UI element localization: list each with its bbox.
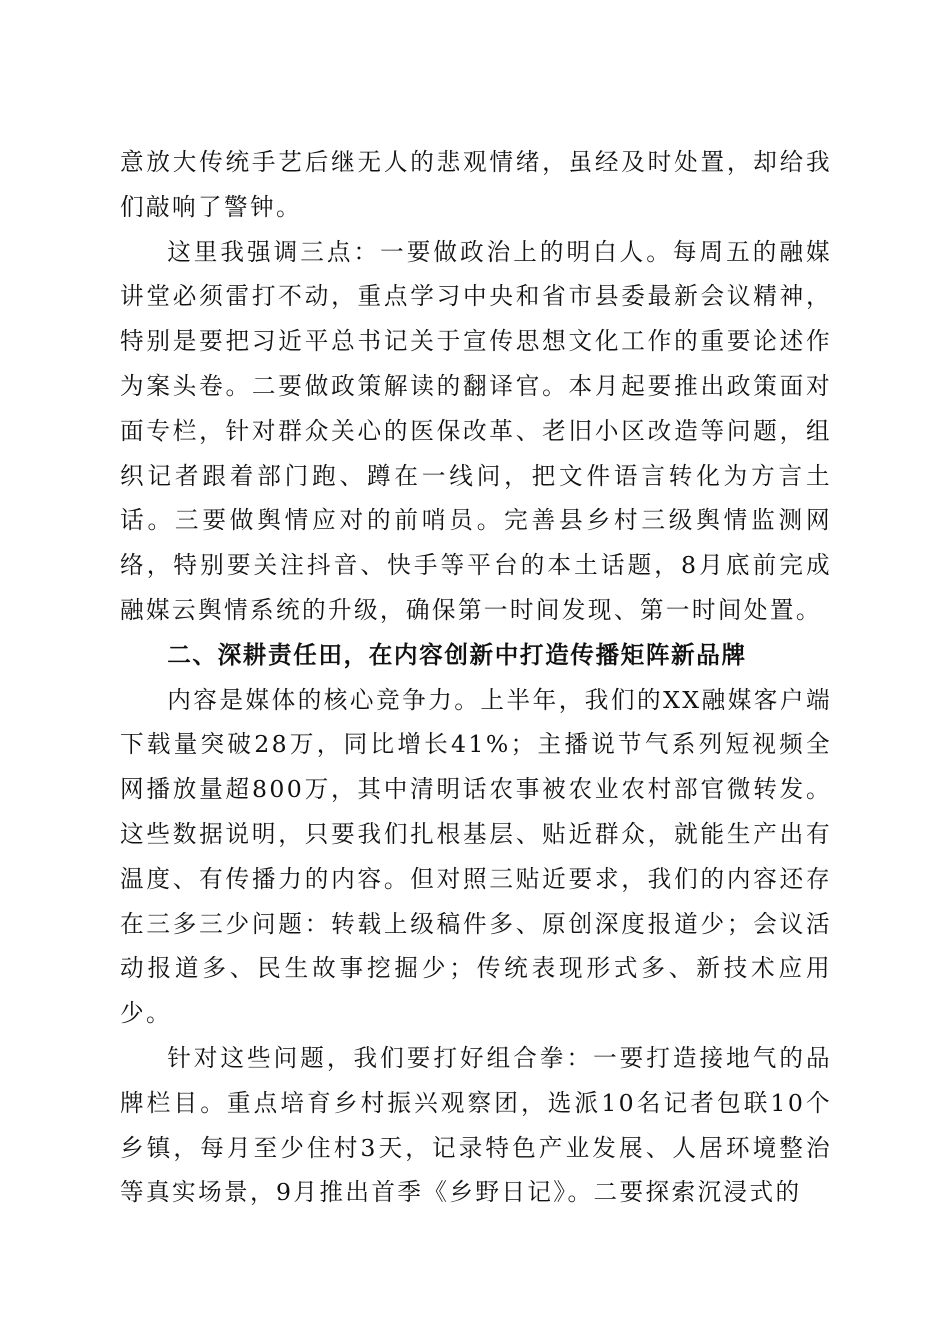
section-heading: 二、深耕责任田，在内容创新中打造传播矩阵新品牌 — [167, 640, 747, 669]
paragraph-continuation: 意放大传统手艺后继无人的悲观情绪，虽经及时处置，却给我们敲响了警钟。 — [120, 148, 832, 221]
document-body — [120, 140, 832, 1215]
paragraph-combination-measures: 针对这些问题，我们要打好组合拳：一要打造接地气的品牌栏目。重点培育乡村振兴观察团，选派10名记者包联10个乡镇，每月至少住村3天，记录特色产业发展、人居环境整治等真实场景，9月推出首季《乡野日记》。二要探索沉浸式的 — [120, 1043, 832, 1207]
paragraph-content-competitiveness: 内容是媒体的核心竞争力。上半年，我们的XX融媒客户端下载量突破28万，同比增长41%；主播说节气系列短视频全网播放量超800万，其中清明话农事被农业农村部官微转发。这些数据说明，只要我们扎根基层、贴近群众，就能生产出有温度、有传播力的内容。但对照三贴近要求，我们的内容还存在三多三少问题：转载上级稿件多、原创深度报道少；会议活动报道多、民生故事挖掘少；传统表现形式多、新技术应用少。 — [120, 685, 832, 1028]
paragraph-three-points: 这里我强调三点：一要做政治上的明白人。每周五的融媒讲堂必须雷打不动，重点学习中央和省市县委最新会议精神，特别是要把习近平总书记关于宣传思想文化工作的重要论述作为案头卷。二要做政策解读的翻译官。本月起要推出政策面对面专栏，针对群众关心的医保改革、老旧小区改造等问题，组织记者跟着部门跑、蹲在一线问，把文件语言转化为方言土话。三要做舆情应对的前哨员。完善县乡村三级舆情监测网络，特别要关注抖音、快手等平台的本土话题，8月底前完成融媒云舆情系统的升级，确保第一时间发现、第一时间处置。 — [120, 237, 832, 624]
